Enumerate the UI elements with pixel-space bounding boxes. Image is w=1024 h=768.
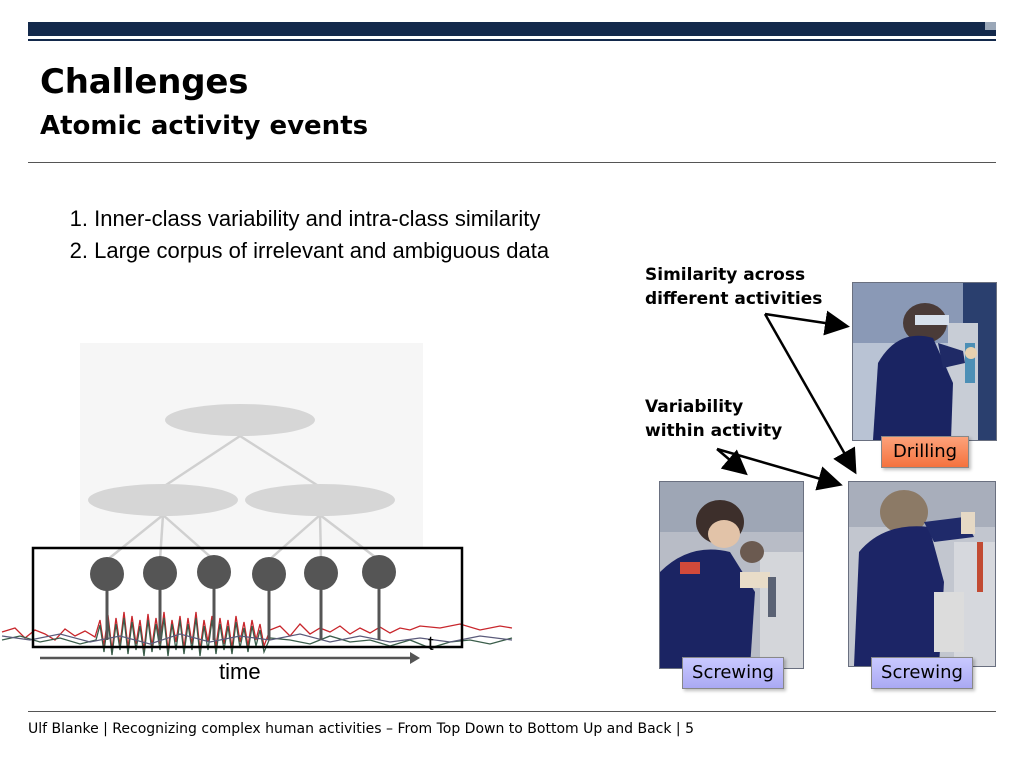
similarity-annotation-line: different activities (645, 289, 823, 309)
top-activity-node (165, 404, 315, 436)
slide-subtitle: Atomic activity events (40, 111, 369, 141)
variability-arrow-to-right (717, 449, 838, 484)
variability-annotation-line: within activity (645, 421, 783, 441)
t-axis-label: t (428, 633, 434, 655)
screwing-tag-left: Screwing (682, 657, 784, 689)
similarity-arrow-to-drilling (765, 314, 845, 326)
diagram-background (80, 343, 423, 548)
drilling-tag: Drilling (881, 436, 969, 468)
atomic-event-node (90, 557, 124, 591)
list-item-number: 1. (69, 206, 88, 231)
footer-text: Ulf Blanke | Recognizing complex human activities – From Top Down to Bottom Up and Back | 5 (28, 721, 694, 737)
time-label: time (219, 659, 261, 684)
atomic-event-node (197, 555, 231, 589)
similarity-arrow-to-screwing (765, 314, 854, 470)
atomic-event-node (362, 555, 396, 589)
time-arrow-head (410, 652, 420, 664)
list-item-number: 2. (69, 238, 88, 263)
slide-title: Challenges (40, 62, 249, 102)
mid-activity-node (88, 484, 238, 516)
atomic-event-node (304, 556, 338, 590)
activity-hierarchy-diagram (0, 330, 520, 670)
atomic-event-node (143, 556, 177, 590)
list-item-text: Inner-class variability and intra-class similarity (94, 206, 541, 231)
similarity-annotation-line: Similarity across (645, 265, 806, 285)
footer-divider (28, 711, 996, 712)
variability-annotation-line: Variability (645, 397, 744, 417)
mid-activity-node (245, 484, 395, 516)
sensor-signals (2, 612, 512, 656)
screwing-tag-right: Screwing (871, 657, 973, 689)
list-item-text: Large corpus of irrelevant and ambiguous data (94, 238, 550, 263)
atomic-event-node (252, 557, 286, 591)
